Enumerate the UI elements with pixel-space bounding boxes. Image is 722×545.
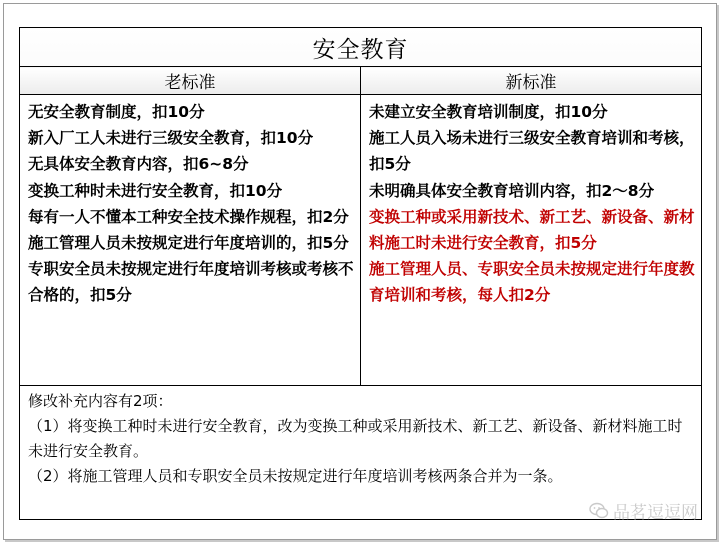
wechat-icon	[589, 502, 609, 520]
old-item: 变换工种时未进行安全教育，扣10分	[28, 181, 283, 200]
column-header-old-standard: 老标准	[20, 67, 361, 95]
old-item: 新入厂工人未进行三级安全教育，扣10分	[28, 129, 314, 148]
new-item-changed: 施工管理人员、专职安全员未按规定进行年度教育培训和考核，每人扣2分	[369, 260, 695, 305]
new-item: 未明确具体安全教育培训内容，扣2～8分	[369, 181, 655, 200]
notes-heading: 修改补充内容有2项：	[28, 392, 173, 410]
old-item: 每有一人不懂本工种安全技术操作规程，扣2分	[28, 207, 349, 226]
new-item: 施工人员入场未进行三级安全教育培训和考核，扣5分	[369, 129, 695, 174]
watermark	[589, 498, 698, 523]
old-item: 无具体安全教育内容，扣6~8分	[28, 155, 249, 174]
old-item: 无安全教育制度，扣10分	[28, 103, 205, 121]
note-item: （1）将变换工种时未进行安全教育，改为变换工种或采用新技术、新工艺、新设备、新材料施工时未进行安全教育。	[28, 417, 683, 460]
safety-education-table	[19, 27, 702, 520]
new-standard-cell	[361, 95, 702, 386]
new-item-changed: 变换工种或采用新技术、新工艺、新设备、新材料施工时未进行安全教育，扣5分	[369, 207, 695, 253]
note-item: （2）将施工管理人员和专职安全员未按规定进行年度培训考核两条合并为一条。	[28, 467, 563, 485]
table-title: 安全教育	[20, 28, 702, 67]
old-standard-cell	[20, 95, 361, 386]
old-item: 施工管理人员未按规定进行年度培训的，扣5分	[28, 234, 349, 253]
column-header-new-standard: 新标准	[361, 67, 702, 95]
new-item: 未建立安全教育培训制度，扣10分	[369, 103, 608, 121]
watermark-text: 品茗逗逗网	[613, 503, 698, 523]
old-item: 专职安全员未按规定进行年度培训考核或考核不合格的，扣5分	[28, 260, 354, 305]
